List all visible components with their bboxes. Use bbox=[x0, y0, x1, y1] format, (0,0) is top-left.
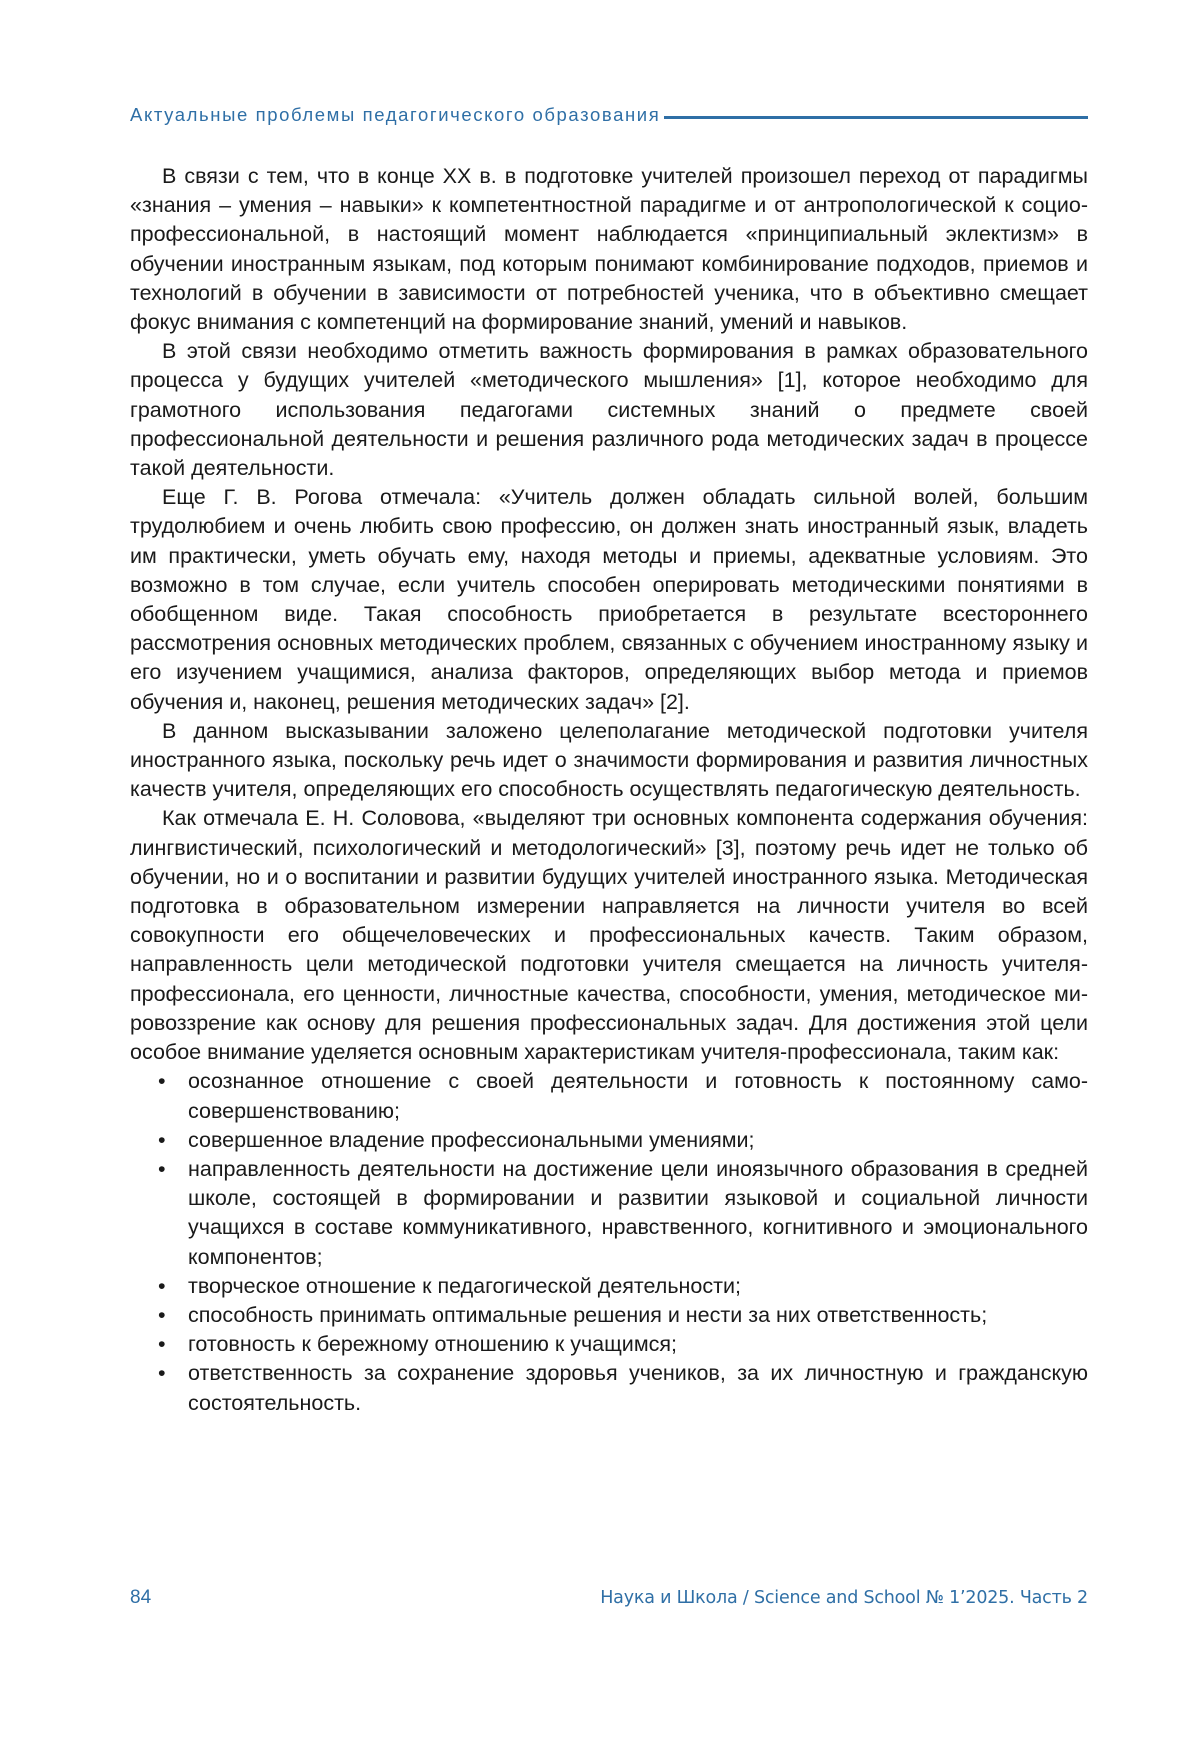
list-item: • направленность деятельности на достижение цели иноязычного образования в средней школе, состоящей в формировании и развитии языковой и социальной личности учащихся в составе коммуникативного, нравственного, когнитивного и эмоционального компонентов; bbox=[130, 1155, 1088, 1272]
paragraph-5: Как отмечала Е. Н. Соловова, «выделяют три основных компонента содержания обучения: лингвистический, психологический и методологический» [3], поэтому речь идет не только об обучении, но и о воспитании и развитии будущих учителей иностранного языка. Методическая подготовка в образовательном измерении направляется на личности учителя во всей совокупности его общечеловеческих и профессиональных качеств. Таким образом, направленность цели методической подготовки учителя смещается на личность учителя-профессионала, его ценности, личностные качества, способности, умения, методическое мировоззрение как основу для решения профессиональных задач. Для достижения этой цели особое внимание уделяется основным характеристикам учителя-профессионала, таким как: bbox=[130, 806, 1088, 1065]
page-number: 84 bbox=[130, 1587, 152, 1608]
list-item: • творческое отношение к педагогической деятельности; bbox=[130, 1272, 1088, 1301]
running-header bbox=[130, 104, 1088, 126]
list-item: • осознанное отношение с своей деятельности и готовность к постоянному самосовершенствованию; bbox=[130, 1067, 1088, 1125]
paragraph-3: Еще Г. В. Рогова отмечала: «Учитель должен обладать сильной волей, большим трудолюбием и очень любить свою профессию, он должен знать иностранный язык, владеть им практически, уметь обучать ему, находя методы и приемы, адекватные условиям. Это возможно в том случае, если учитель способен оперировать методическими понятиями в обобщенном виде. Такая способность приобретается в результате всестороннего рассмотрения основных методических проблем, связанных с обучением иностранному языку и его изучением учащимися, анализа факторов, определяющих выбор метода и приемов обучения и, наконец, решения методических задач» [2]. bbox=[130, 485, 1088, 714]
header-rule bbox=[664, 116, 1088, 119]
page-footer bbox=[130, 1587, 1088, 1609]
list-item: • способность принимать оптимальные решения и нести за них ответственность; bbox=[130, 1301, 1088, 1330]
paragraph-4: В данном высказывании заложено целеполагание методической подготовки учителя иностранного языка, поскольку речь идет о значимости формирования и развития личностных качеств учителя, определяющих его способность осуществлять педагогическую деятельность. bbox=[130, 718, 1088, 802]
paragraph-1: В связи с тем, что в конце XX в. в подготовке учителей произошел переход от парадигмы «знания – умения – навыки» к компетентностной парадигме и от антропологической к социо-профессиональной, в настоящий момент наблюдается «принципиальный эклектизм» в обучении иностранным языкам, под которым понимают комбинирование подходов, приемов и технологий в обучении в зависимости от потребностей ученика, что в объективно смещает фокус внимания с компетенций на формирование знаний, умений и навыков. bbox=[130, 164, 1088, 335]
characteristics-list bbox=[130, 1067, 1088, 1417]
body-text bbox=[130, 162, 1088, 1418]
journal-title: Наука и Школа / Science and School № 1’2025. Часть 2 bbox=[600, 1588, 1088, 1608]
list-item: • совершенное владение профессиональными умениями; bbox=[130, 1126, 1088, 1155]
list-item: • ответственность за сохранение здоровья учеников, за их личностную и гражданскую состоятельность. bbox=[130, 1359, 1088, 1417]
paragraph-2: В этой связи необходимо отметить важность формирования в рамках образовательного процесса у будущих учителей «методического мышления» [1], которое необходимо для грамотного использования педагогами системных знаний о предмете своей профессиональной деятельности и решения различного рода методических задач в процессе такой деятельности. bbox=[130, 339, 1088, 481]
list-item: • готовность к бережному отношению к учащимся; bbox=[130, 1330, 1088, 1359]
running-title: Актуальные проблемы педагогического образования bbox=[130, 104, 661, 125]
